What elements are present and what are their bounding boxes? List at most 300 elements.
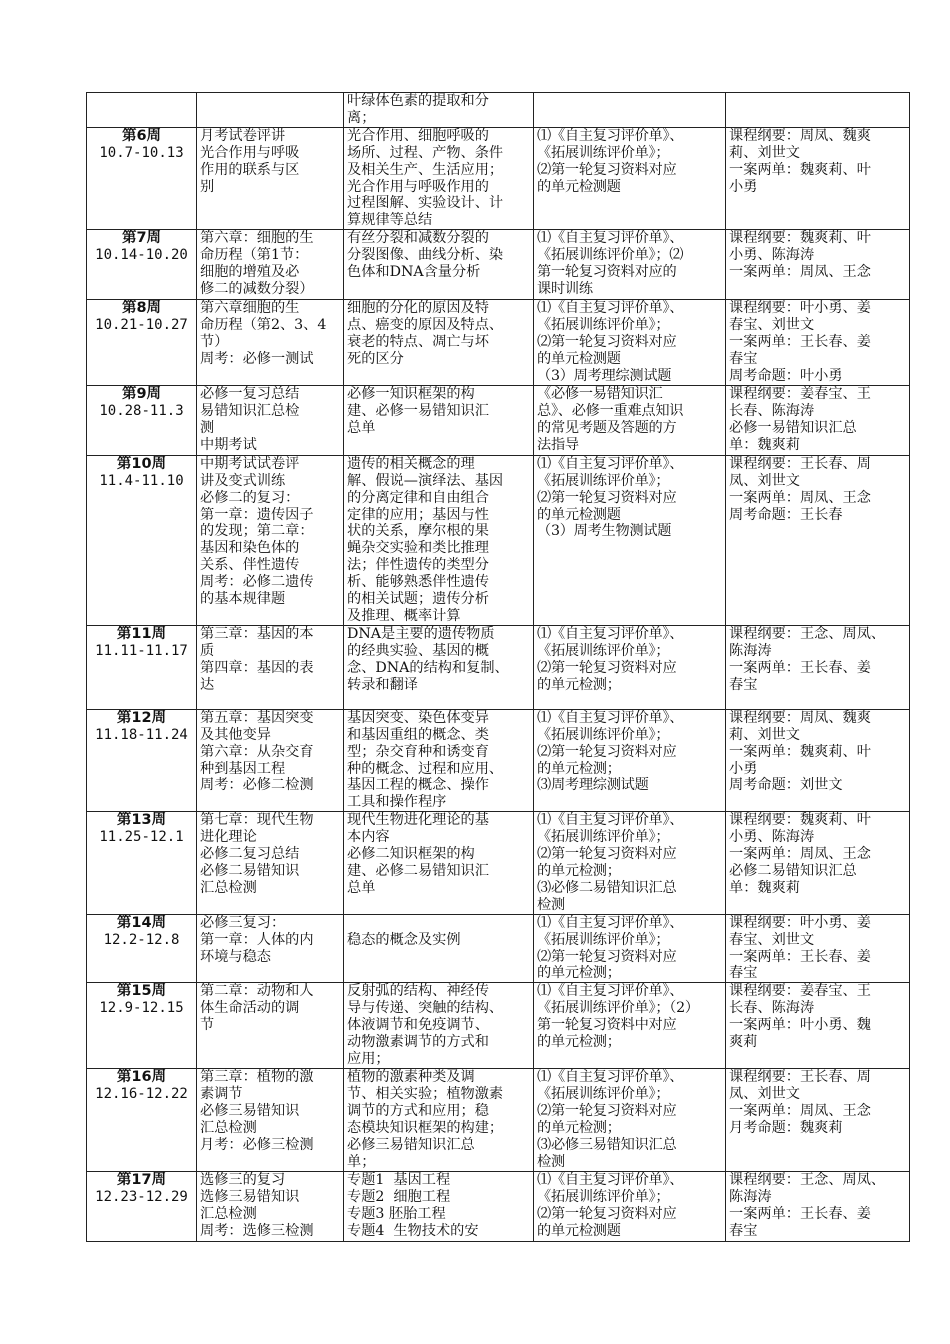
topic-line: 第四章：基因的表 [200,659,314,676]
content-line: 遗传的相关概念的理 [347,455,475,472]
topic-line: 选修三易错知识 [200,1188,300,1205]
staff-cell [726,812,910,914]
topic-cell [197,812,344,914]
staff-line: 小勇、陈海涛 [729,829,815,846]
topic-line: 命历程（第2、3、4 [200,317,327,334]
week-number: 第8周 [121,300,162,317]
topic-cell [197,983,344,1069]
topic-cell [197,1069,344,1171]
topic-line: 选修三的复习 [200,1171,286,1188]
topic-line: 必修二的复习： [200,489,300,506]
staff-cell [726,1069,910,1171]
table-row [87,455,910,625]
topic-line: 素调节 [200,1086,243,1103]
staff-line: 课程纲要：魏爽莉、叶 [729,230,871,247]
staff-line: 春宝 [729,1222,758,1239]
staff-line: 春宝 [729,676,758,693]
topic-line: 体生命活动的调 [200,1000,300,1017]
topic-line: 命历程（第1节： [200,247,309,264]
content-line [347,915,530,932]
table-row [87,914,910,983]
resources-line: 《拓展训练评价单》； [537,931,670,948]
topic-line: 汇总检测 [200,1120,257,1137]
topic-line: 中期考试 [200,436,257,453]
topic-line: 作用的联系与区 [200,161,300,178]
staff-line: 春宝 [729,350,758,367]
staff-cell [726,625,910,709]
resources-line: ⑴《自主复习评价单》、 [537,230,684,247]
staff-cell [726,93,910,128]
staff-cell [726,983,910,1069]
topic-line: 中期考试试卷评 [200,455,300,472]
topic-line: 进化理论 [200,829,257,846]
week-dates: 12.23-12.29 [95,1188,188,1205]
content-line: 离； [347,109,376,126]
topic-cell [197,385,344,455]
resources-line: ⑵第一轮复习资料对应 [537,846,677,863]
week-number: 第11周 [116,625,167,642]
staff-line: 课程纲要：姜春宝、王 [729,983,871,1000]
resources-line: 的单元检测题 [537,506,621,523]
content-line: 专题4 生物技术的安 [347,1222,479,1239]
content-line: 析、能够熟悉伴性遗传 [347,574,489,591]
week-number: 第9周 [121,385,162,402]
topic-line: 汇总检测 [200,1205,257,1222]
topic-line: 测 [200,419,215,436]
content-cell [344,1069,534,1171]
content-cell [344,914,534,983]
resources-cell [534,983,726,1069]
topic-line: 光合作用与呼吸 [200,144,300,161]
resources-line: 《拓展训练评价单》； [537,829,670,846]
resources-line: 第一轮复习资料中对应 [537,1017,677,1034]
week-cell [87,93,197,128]
table-row [87,709,910,811]
staff-line: 凤、刘世文 [729,472,800,489]
resources-cell [534,93,726,128]
staff-line: 一案两单：周凤、王念 [729,846,871,863]
resources-line: 《必修一易错知识汇 [537,385,663,402]
resources-cell [534,455,726,625]
week-number: 第14周 [116,914,167,931]
resources-cell [534,625,726,709]
resources-line: 的单元检测； [537,676,621,693]
week-number: 第16周 [116,1069,167,1086]
staff-line: 长春、陈海涛 [729,1000,815,1017]
week-dates: 10.14-10.20 [95,247,188,264]
resources-cell [534,300,726,386]
content-line: 动物激素调节的方式和 [347,1034,489,1051]
week-number: 第10周 [116,455,167,472]
content-line: 转录和翻译 [347,676,418,693]
resources-line: 课时训练 [537,280,593,297]
week-cell [87,385,197,455]
topic-line: 周考：必修二检测 [200,777,314,794]
content-line: 工具和操作程序 [347,794,447,811]
topic-line: 必修一复习总结 [200,385,300,402]
resources-line: 检测 [537,1153,565,1170]
content-cell [344,127,534,229]
staff-line: 春宝、刘世文 [729,931,815,948]
staff-line: 一案两单：王长春、姜 [729,948,871,965]
content-line: 反射弧的结构、神经传 [347,983,489,1000]
resources-line: ⑶必修三易错知识汇总 [537,1136,677,1153]
topic-line: 必修三易错知识 [200,1103,300,1120]
staff-cell [726,385,910,455]
content-cell [344,300,534,386]
week-cell [87,455,197,625]
staff-line: 一案两单：周凤、王念 [729,1103,871,1120]
resources-line: 的单元检测题 [537,1222,621,1239]
staff-line: 一案两单：周凤、王念 [729,264,871,281]
content-line: 总单 [347,419,376,436]
resources-line: ⑵第一轮复习资料对应 [537,743,677,760]
content-line: 蝇杂交实验和类比推理 [347,540,489,557]
staff-line: 周考命题：王长春 [729,506,843,523]
content-line: 色体和DNA含量分析 [347,264,481,281]
week-cell [87,914,197,983]
content-line: 总单 [347,879,376,896]
topic-line: 第六章：细胞的生 [200,230,314,247]
resources-line: ⑶周考理综测试题 [537,777,649,794]
resources-line: ⑶必修二易错知识汇总 [537,879,677,896]
content-line: 本内容 [347,829,390,846]
content-line: 分裂图像、曲线分析、染 [347,247,504,264]
staff-line: 长春、陈海涛 [729,402,815,419]
staff-line: 一案两单：魏爽莉、叶 [729,743,871,760]
staff-line: 凤、刘世文 [729,1086,800,1103]
topic-line: 月考试卷评讲 [200,127,286,144]
staff-line: 必修一易错知识汇总 [729,419,857,436]
topic-line: 第一章：人体的内 [200,931,314,948]
topic-cell [197,230,344,300]
staff-line: 陈海涛 [729,1188,772,1205]
topic-line: 的基本规律题 [200,591,286,608]
content-line: 建、必修二易错知识汇 [347,863,489,879]
resources-line: ⑴《自主复习评价单》、 [537,1171,684,1188]
table-row [87,812,910,914]
content-line: 法；伴性遗传的类型分 [347,557,489,574]
resources-cell [534,812,726,914]
staff-line: 课程纲要：叶小勇、姜 [729,300,871,317]
week-cell [87,625,197,709]
staff-cell [726,230,910,300]
staff-line: 月考命题：魏爽莉 [729,1120,843,1137]
resources-line: 的单元检测； [537,760,621,777]
resources-line: 法指导 [537,436,579,453]
resources-cell [534,709,726,811]
topic-line: 必修二易错知识 [200,863,300,879]
staff-line: 一案两单：王长春、姜 [729,659,871,676]
week-cell [87,1171,197,1241]
topic-cell [197,93,344,128]
staff-line: 课程纲要：周凤、魏爽 [729,709,871,726]
content-line: 死的区分 [347,350,404,367]
content-cell [344,93,534,128]
resources-line: ⑵第一轮复习资料对应 [537,659,677,676]
resources-line: ⑴《自主复习评价单》、 [537,812,684,829]
resources-line: ⑴《自主复习评价单》、 [537,1069,684,1086]
content-line: 专题3 胚胎工程 [347,1205,446,1222]
content-line: 必修二知识框架的构 [347,846,475,863]
staff-line: 春宝、刘世文 [729,317,815,334]
staff-line: 单：魏爽莉 [729,879,800,896]
staff-line: 课程纲要：王念、周凤、 [729,625,886,642]
staff-line: 一案两单：叶小勇、魏 [729,1017,871,1034]
content-line: 基因突变、染色体变异 [347,709,489,726]
content-line: 植物的激素种类及调 [347,1069,475,1086]
content-line: 解、假说—演绎法、基因 [347,472,504,489]
week-number: 第7周 [121,230,162,247]
content-line: 光合作用与呼吸作用的 [347,178,489,195]
week-number: 第13周 [116,812,167,829]
resources-line: ⑵第一轮复习资料对应 [537,161,677,178]
staff-line: 小勇 [729,760,758,777]
resources-line: ⑵第一轮复习资料对应 [537,1103,677,1120]
content-line: 单； [347,1153,376,1170]
resources-cell [534,127,726,229]
content-line: 建、必修一易错知识汇 [347,402,489,419]
content-line: 导与传递、突触的结构、 [347,1000,504,1017]
staff-line: 莉、刘世文 [729,144,800,161]
resources-line: 《拓展训练评价单》； [537,642,670,659]
resources-line: ⑵第一轮复习资料对应 [537,948,677,965]
topic-line: 周考：选修三检测 [200,1222,314,1239]
staff-line: 周考命题：叶小勇 [729,367,843,384]
staff-cell [726,1171,910,1241]
topic-cell [197,455,344,625]
topic-line: 达 [200,676,215,693]
table-row [87,1069,910,1171]
staff-cell [726,300,910,386]
content-line: 和基因重组的概念、类 [347,726,489,743]
topic-cell [197,709,344,811]
content-line: 状的关系，摩尔根的果 [347,523,489,540]
content-line: 的经典实验、基因的概 [347,642,489,659]
staff-line: 春宝 [729,965,758,982]
resources-line: 的常见考题及答题的方 [537,419,677,436]
content-line: 基因工程的概念、操作 [347,777,489,794]
week-dates: 11.4-11.10 [99,472,184,489]
topic-line: 基因和染色体的 [200,540,300,557]
week-cell [87,300,197,386]
content-line: 衰老的特点、凋亡与坏 [347,334,489,351]
staff-line: 课程纲要：王长春、周 [729,1069,871,1086]
resources-line: ⑴《自主复习评价单》、 [537,983,684,1000]
topic-line: 的发现；第二章： [200,523,314,540]
staff-cell [726,455,910,625]
content-line: 的相关试题；遗传分析 [347,591,489,608]
topic-line: 节 [200,1017,215,1034]
week-dates: 11.25-12.1 [99,829,184,846]
topic-line: 第七章：现代生物 [200,812,314,829]
content-cell [344,385,534,455]
topic-line: 周考：必修一测试 [200,350,314,367]
week-dates: 10.7-10.13 [99,144,184,161]
resources-line: ⑵第一轮复习资料对应 [537,334,677,351]
topic-line: 质 [200,642,215,659]
week-number: 第6周 [121,127,162,144]
content-cell [344,983,534,1069]
content-line: 态模块知识框架的构建； [347,1120,504,1137]
staff-line: 一案两单：魏爽莉、叶 [729,161,871,178]
table-row [87,385,910,455]
content-line: 型；杂交育种和诱变育 [347,743,489,760]
staff-line: 课程纲要：姜春宝、王 [729,385,871,402]
resources-line: （3）周考理综测试题 [537,367,672,384]
topic-line: 节） [200,334,229,351]
week-dates: 12.2-12.8 [103,931,180,948]
staff-line: 莉、刘世文 [729,726,800,743]
topic-cell [197,127,344,229]
content-line: 调节的方式和应用；稳 [347,1103,489,1120]
content-line: 专题1 基因工程 [347,1171,451,1188]
week-dates: 10.28-11.3 [99,402,184,419]
table-row [87,300,910,386]
resources-line: ⑵第一轮复习资料对应 [537,489,677,506]
resources-line: 检测 [537,896,565,913]
topic-cell [197,625,344,709]
content-line: 光合作用、细胞呼吸的 [347,127,489,144]
content-line: 场所、过程、产物、条件 [347,144,504,161]
staff-cell [726,914,910,983]
week-dates: 12.9-12.15 [99,1000,184,1017]
content-cell [344,625,534,709]
topic-cell [197,914,344,983]
content-line: 有丝分裂和减数分裂的 [347,230,489,247]
content-line: 算规律等总结 [347,212,433,229]
resources-cell [534,385,726,455]
resources-line: 《拓展训练评价单》；⑵ [537,247,684,264]
resources-line: 的单元检测； [537,1120,621,1137]
staff-line: 陈海涛 [729,642,772,659]
resources-cell [534,914,726,983]
week-dates: 11.11-11.17 [95,642,188,659]
resources-line: 的单元检测； [537,863,621,879]
topic-line: 第三章：基因的本 [200,625,314,642]
resources-line: 《拓展训练评价单》； [537,317,670,334]
content-line: 专题2 细胞工程 [347,1188,451,1205]
week-cell [87,812,197,914]
content-line: 叶绿体色素的提取和分 [347,93,489,109]
table-row [87,1171,910,1241]
table-row [87,127,910,229]
content-cell [344,455,534,625]
week-dates: 11.18-11.24 [95,726,188,743]
content-line: 及相关生产、生活应用； [347,161,504,178]
staff-line: 周考命题：刘世文 [729,777,843,794]
topic-line: 周考：必修二遗传 [200,574,314,591]
content-line: 的分离定律和自由组合 [347,489,489,506]
topic-line: 关系、伴性遗传 [200,557,300,574]
staff-line: 一案两单：王长春、姜 [729,1205,871,1222]
resources-line: （3）周考生物测试题 [537,523,672,540]
resources-line: 第一轮复习资料对应的 [537,264,677,281]
topic-line: 修二的减数分裂） [200,280,314,297]
resources-line: 《拓展训练评价单》； [537,1188,670,1205]
resources-line: ⑴《自主复习评价单》、 [537,127,684,144]
review-schedule-table [86,92,910,1242]
resources-line: ⑴《自主复习评价单》、 [537,709,684,726]
topic-line: 月考：必修三检测 [200,1136,314,1153]
staff-line: 课程纲要：王长春、周 [729,455,871,472]
resources-line: ⑴《自主复习评价单》、 [537,300,684,317]
resources-line: 的单元检测； [537,1034,621,1051]
content-line: 及推理、概率计算 [347,607,461,624]
staff-line: 单：魏爽莉 [729,436,800,453]
resources-line: ⑴《自主复习评价单》、 [537,914,684,931]
content-line: 必修一知识框架的构 [347,385,475,402]
resources-cell [534,230,726,300]
content-line: 细胞的分化的原因及特 [347,300,489,317]
resources-line: 的单元检测题 [537,178,621,195]
resources-line: 《拓展训练评价单》；（2） [537,1000,699,1017]
staff-line: 一案两单：王长春、姜 [729,334,871,351]
topic-line: 种到基因工程 [200,760,286,777]
content-line: 点、癌变的原因及特点、 [347,317,504,334]
content-line: 稳态的概念及实例 [347,931,461,948]
staff-line: 小勇、陈海涛 [729,247,815,264]
resources-line: 的单元检测； [537,965,621,982]
staff-line: 一案两单：周凤、王念 [729,489,871,506]
topic-line: 讲及变式训练 [200,472,286,489]
topic-line: 第一章：遗传因子 [200,506,314,523]
week-cell [87,230,197,300]
resources-line: 的单元检测题 [537,350,621,367]
table-row [87,983,910,1069]
week-number: 第15周 [116,983,167,1000]
staff-cell [726,127,910,229]
content-cell [344,812,534,914]
content-line: 体液调节和免疫调节、 [347,1017,489,1034]
topic-line: 易错知识汇总检 [200,402,300,419]
content-cell [344,709,534,811]
staff-line: 课程纲要：王念、周凤、 [729,1171,886,1188]
topic-line: 第六章细胞的生 [200,300,300,317]
table-row [87,93,910,128]
table-row [87,625,910,709]
content-line: 节、相关实验；植物激素 [347,1086,504,1103]
content-line: 应用； [347,1050,390,1067]
table-row [87,230,910,300]
topic-line: 第六章：从杂交育 [200,743,314,760]
content-line: 定律的应用；基因与性 [347,506,489,523]
topic-line: 及其他变异 [200,726,271,743]
topic-cell [197,300,344,386]
week-number: 第17周 [116,1171,167,1188]
topic-line: 汇总检测 [200,879,257,896]
content-line: 现代生物进化理论的基 [347,812,489,829]
staff-line: 课程纲要：魏爽莉、叶 [729,812,871,829]
topic-line: 别 [200,178,215,195]
staff-cell [726,709,910,811]
topic-line: 第二章：动物和人 [200,983,314,1000]
staff-line: 必修二易错知识汇总 [729,863,857,879]
content-cell [344,1171,534,1241]
topic-line: 必修二复习总结 [200,846,300,863]
resources-line: ⑴《自主复习评价单》、 [537,455,684,472]
content-line: 过程图解、实验设计、计 [347,195,504,212]
topic-line: 细胞的增殖及必 [200,264,300,281]
resources-line: 《拓展训练评价单》； [537,472,670,489]
resources-line: 《拓展训练评价单》； [537,1086,670,1103]
week-number: 第12周 [116,709,167,726]
resources-line: 《拓展训练评价单》； [537,726,670,743]
content-line: 种的概念、过程和应用、 [347,760,504,777]
topic-line: 环境与稳态 [200,948,271,965]
topic-cell [197,1171,344,1241]
topic-line: 必修三复习： [200,914,286,931]
